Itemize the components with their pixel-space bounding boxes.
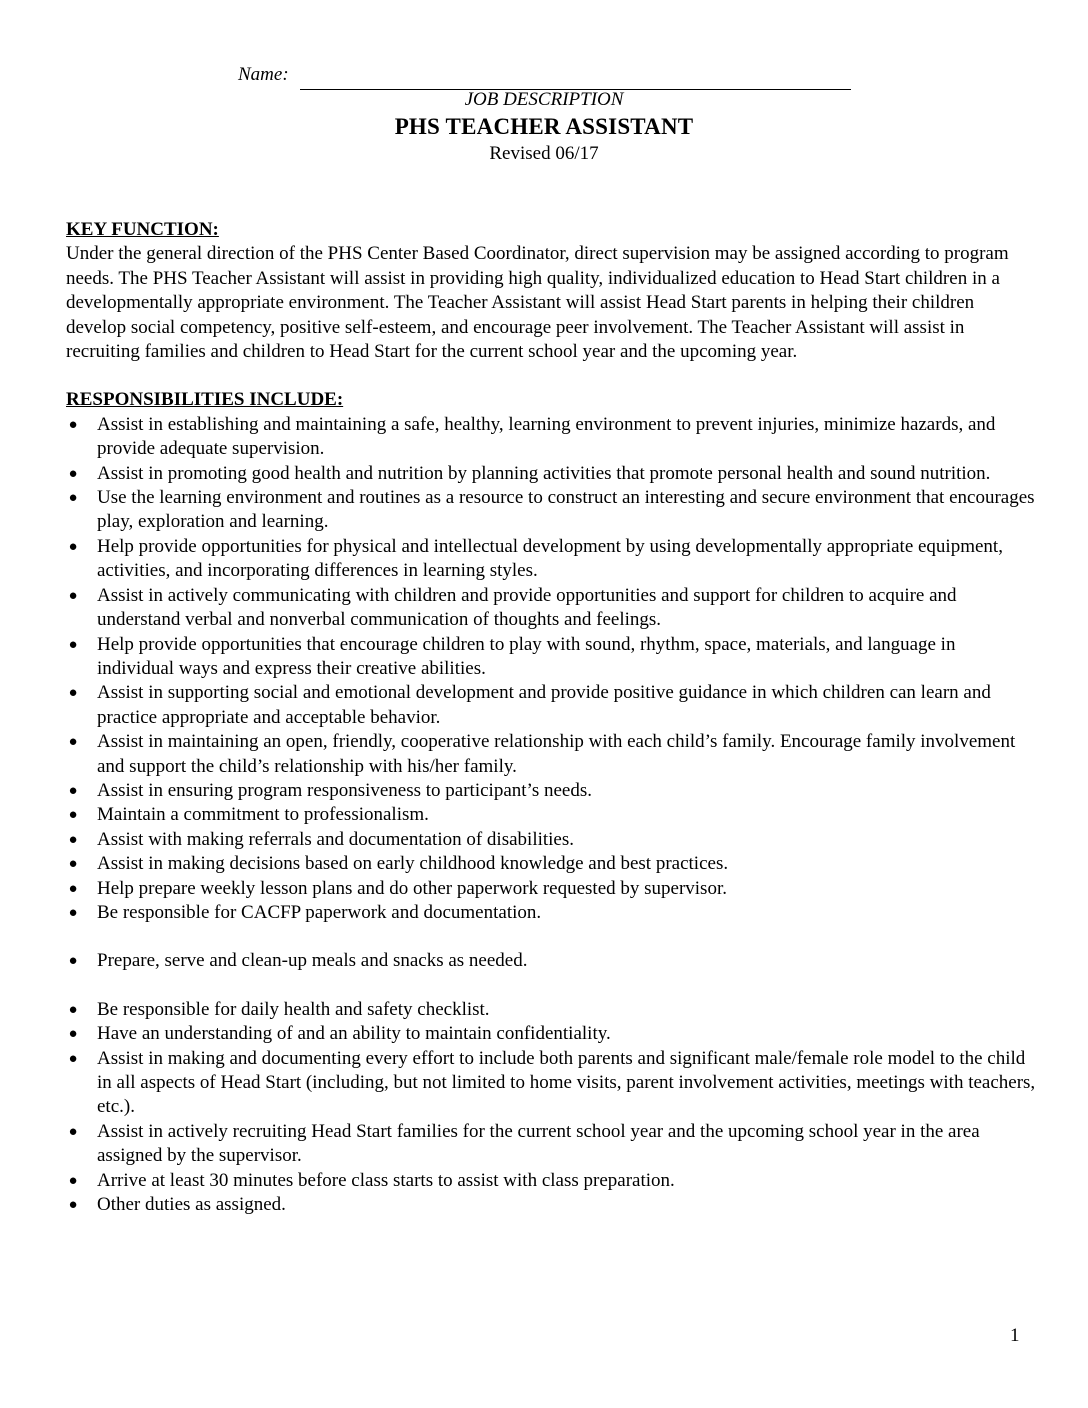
bullet-icon: ● <box>68 636 78 653</box>
list-item <box>66 486 1036 535</box>
bullet-icon: ● <box>68 953 78 970</box>
bullet-icon: ● <box>68 465 78 482</box>
bullet-icon: ● <box>68 1197 78 1214</box>
list-item-text: Assist in promoting good health and nutrition by planning activities that promote personal health and sound nutrition. <box>97 462 991 484</box>
list-item-text: Assist in maintaining an open, friendly, cooperative relationship with each child’s family. Encourage family involvement and support the child’s relationship with his/her family. <box>97 731 1016 777</box>
document-body <box>66 218 1036 1217</box>
list-item-text: Help provide opportunities for physical and intellectual development by using developmentally appropriate equipment, activities, and incorporating differences in learning styles. <box>97 535 1003 582</box>
bullet-icon: ● <box>68 685 78 702</box>
list-item-text: Prepare, serve and clean-up meals and snacks as needed. <box>97 950 528 972</box>
list-item-text: Assist with making referrals and documentation of disabilities. <box>97 828 575 850</box>
list-item <box>66 901 1036 925</box>
list-item-text: Maintain a commitment to professionalism. <box>97 804 429 826</box>
bullet-icon: ● <box>68 880 78 897</box>
document-type: JOB DESCRIPTION <box>464 89 624 110</box>
list-item <box>66 1022 1036 1046</box>
bullet-icon: ● <box>68 1001 78 1018</box>
list-item <box>66 828 1036 852</box>
list-item <box>66 803 1036 827</box>
bullet-icon: ● <box>68 416 78 433</box>
list-item-text: Other duties as assigned. <box>97 1194 286 1216</box>
list-item <box>66 584 1036 633</box>
list-item <box>66 1047 1036 1120</box>
list-item <box>66 779 1036 803</box>
list-item-text: Assist in ensuring program responsiveness to participant’s needs. <box>97 779 592 801</box>
list-item-text: Be responsible for CACFP paperwork and documentation. <box>97 901 542 923</box>
list-item-text: Assist in making and documenting every effort to include both parents and significant male/female role model to the child in all aspects of Head Start (including, but not limited to home visits, parent involvement activities, meetings with teachers, etc.). <box>97 1047 1036 1118</box>
bullet-icon: ● <box>68 904 78 921</box>
list-item-text: Assist in supporting social and emotional development and provide positive guidance in which children can learn and practice appropriate and acceptable behavior. <box>97 682 991 728</box>
bullet-icon: ● <box>68 782 78 799</box>
bullet-icon: ● <box>68 831 78 848</box>
responsibilities-heading: RESPONSIBILITIES INCLUDE: <box>66 389 344 411</box>
name-field <box>238 64 854 92</box>
bullet-icon: ● <box>68 587 78 604</box>
key-function-text: Under the general direction of the PHS Center Based Coordinator, direct supervision may be assigned according to program needs. The PHS Teacher Assistant will assist in providing high quality, individualized education to Head Start children in a developmentally appropriate environment. The Teacher Assistant will assist Head Start parents in helping their children develop social competency, positive self-esteem, and encourage peer involvement. The Teacher Assistant will assist in recruiting families and children to Head Start for the current school year and the upcoming year. <box>66 243 1009 363</box>
bullet-icon: ● <box>68 734 78 751</box>
list-item-text: Help provide opportunities that encourage children to play with sound, rhythm, space, materials, and language in individual ways and express their creative abilities. <box>97 633 956 679</box>
list-item-text: Have an understanding of and an ability to maintain confidentiality. <box>97 1023 611 1045</box>
list-item <box>66 1193 1036 1217</box>
page-title: PHS TEACHER ASSISTANT <box>394 114 694 139</box>
list-item <box>66 852 1036 876</box>
list-item <box>66 633 1036 682</box>
list-item <box>66 413 1036 462</box>
bullet-icon: ● <box>68 1123 78 1140</box>
revision-date: Revised 06/17 <box>489 143 599 164</box>
bullet-icon: ● <box>68 856 78 873</box>
list-item <box>66 1120 1036 1169</box>
bullet-icon: ● <box>68 1172 78 1189</box>
bullet-icon: ● <box>68 538 78 555</box>
list-item-text: Assist in actively recruiting Head Start families for the current school year and the upcoming school year in the area assigned by the supervisor. <box>97 1120 980 1167</box>
bullet-icon: ● <box>68 1050 78 1067</box>
list-item <box>66 1169 1036 1193</box>
key-function-heading: KEY FUNCTION: <box>66 219 219 240</box>
list-item-text: Use the learning environment and routines as a resource to construct an interesting and secure environment that encourages play, exploration and learning. <box>97 487 1035 533</box>
list-item-text: Help prepare weekly lesson plans and do other paperwork requested by supervisor. <box>97 877 727 899</box>
bullet-icon: ● <box>68 1026 78 1043</box>
list-item <box>66 462 1036 486</box>
list-item <box>66 681 1036 730</box>
list-item-text: Assist in making decisions based on early childhood knowledge and best practices. <box>97 853 729 875</box>
name-label: Name: <box>238 64 289 85</box>
list-item-text: Assist in actively communicating with children and provide opportunities and support for children to acquire and understand verbal and nonverbal communication of thoughts and feelings. <box>97 584 957 631</box>
bullet-icon: ● <box>68 490 78 507</box>
list-item-text: Assist in establishing and maintaining a safe, healthy, learning environment to prevent injuries, minimize hazards, and provide adequate supervision. <box>97 413 996 460</box>
list-item <box>66 998 1036 1022</box>
page-number: 1 <box>1010 1325 1020 1346</box>
bullet-icon: ● <box>68 807 78 824</box>
list-item <box>66 535 1036 584</box>
list-item <box>66 730 1036 779</box>
responsibilities-list <box>66 413 1036 1218</box>
list-item-text: Be responsible for daily health and safety checklist. <box>97 998 490 1020</box>
section-spacer <box>66 364 1036 388</box>
list-item <box>66 877 1036 901</box>
list-item-text: Arrive at least 30 minutes before class starts to assist with class preparation. <box>97 1169 675 1191</box>
list-item <box>66 949 1036 973</box>
